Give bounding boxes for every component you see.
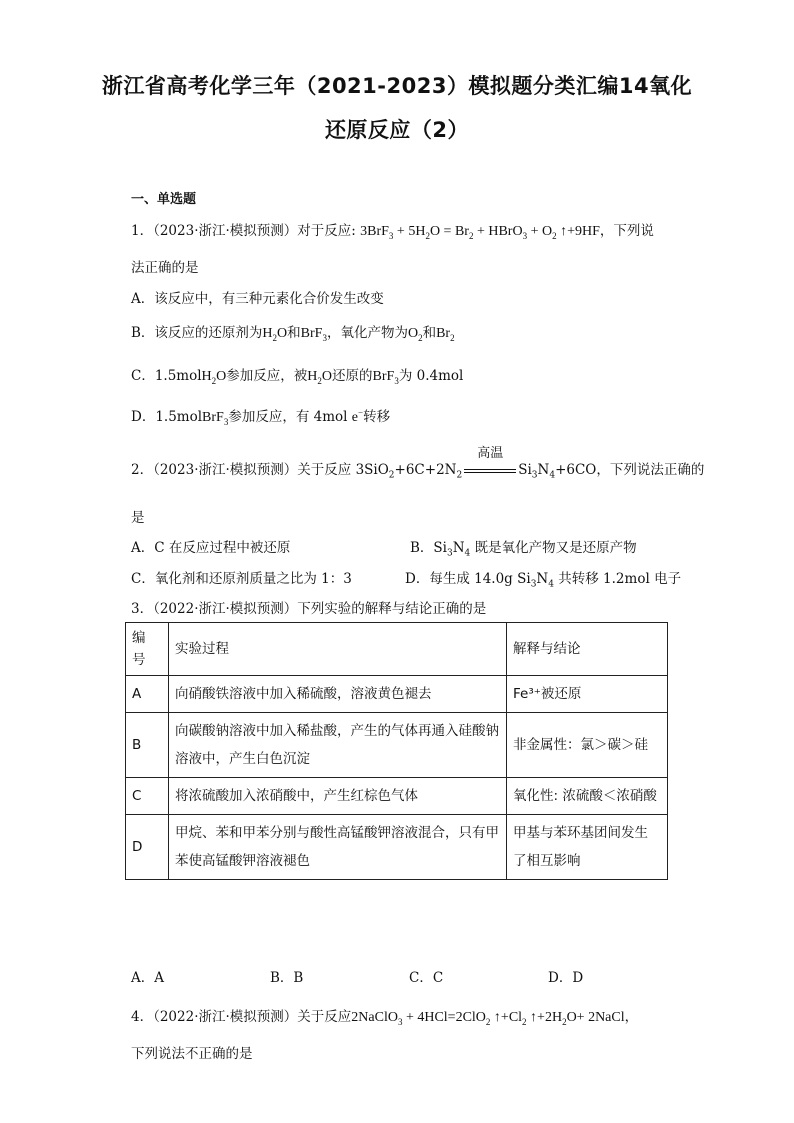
q2-option-b: B．$Si_3N_4$ 既是氧化产物又是还原产物 bbox=[410, 540, 637, 559]
q1-option-c bbox=[131, 364, 463, 385]
q3-answer-b: B．B bbox=[270, 970, 304, 986]
q1-b-formula: BrF$_3$ bbox=[300, 326, 327, 343]
q1-d-formula: BrF$_3$ bbox=[202, 410, 229, 427]
header-id-text: 编号 bbox=[132, 630, 146, 668]
q2-d-text: N bbox=[536, 571, 549, 587]
q1-b-text: ，氧化产物为 bbox=[326, 325, 408, 341]
q3-answer-c: C．C bbox=[409, 970, 444, 986]
q1-c-formula: BrF$_3$ bbox=[372, 369, 399, 386]
q4-stem-prefix: 4．（2022·浙江·模拟预测）关于反应 bbox=[131, 1009, 352, 1025]
doc-title-line1: 浙江省高考化学三年（2021-2023）模拟题分类汇编14氧化 bbox=[101, 74, 693, 98]
q1-b-formula: $Br_2$ bbox=[436, 326, 455, 343]
q1-stem-prefix: 1．（2023·浙江·模拟预测）对于反应: bbox=[131, 223, 356, 239]
q2-d-text: 共转移 1.2mol 电子 bbox=[558, 571, 682, 587]
section-heading: 一、单选题 bbox=[131, 192, 197, 207]
row-process: 甲烷、苯和甲苯分别与酸性高锰酸钾溶液混合，只有甲苯使高锰酸钾溶液褪色 bbox=[169, 815, 507, 880]
q2-stem-text: +6CO，下列说法正确的 bbox=[555, 462, 705, 478]
q1-d-text: 参加反应，有 4mol bbox=[228, 409, 348, 425]
q2-condition-text: 高温 bbox=[477, 446, 504, 461]
row-conclusion: Fe³⁺被还原 bbox=[507, 676, 668, 713]
q1-b-text: 和 bbox=[422, 325, 437, 341]
table-row bbox=[126, 713, 668, 778]
q2-option-c: C．氧化剂和还原剂质量之比为 1：3 bbox=[131, 571, 352, 587]
q1-option-d bbox=[131, 405, 390, 426]
q3-answer-d: D．D bbox=[548, 970, 584, 986]
q1-c-formula: $H_2O$ bbox=[201, 369, 227, 386]
row-process: 向碳酸钠溶液中加入稀盐酸，产生的气体再通入硅酸钠溶液中，产生白色沉淀 bbox=[169, 713, 507, 778]
q2-stem-text: Si bbox=[518, 462, 532, 478]
q3-stem: 3．（2022·浙江·模拟预测）下列实验的解释与结论正确的是 bbox=[131, 601, 487, 617]
q1-d-electron: e− bbox=[351, 407, 364, 425]
q1-option-a: A．该反应中，有三种元素化合价发生改变 bbox=[131, 291, 384, 307]
q2-stem-line2: 是 bbox=[131, 510, 145, 526]
table-header-row bbox=[126, 623, 668, 676]
q2-option-a: A．C 在反应过程中被还原 bbox=[131, 540, 291, 556]
doc-title-line2: 还原反应（2） bbox=[324, 118, 470, 142]
q1-stem-suffix: ，下列说 bbox=[599, 223, 654, 239]
row-conclusion: 氧化性: 浓硫酸＜浓硝酸 bbox=[507, 778, 668, 815]
header-id bbox=[126, 623, 169, 676]
q1-b-text: 和 bbox=[287, 325, 301, 341]
q3-answer-a: A．A bbox=[131, 970, 164, 986]
q1-equation: $3BrF_3 + 5H_2O = Br_2$ + HBrO$_3$ + $O_2$ ↑+9HF bbox=[360, 224, 600, 241]
q1-option-b bbox=[131, 321, 455, 342]
row-id: D bbox=[126, 815, 169, 880]
q2-stem-text: +6C+2N bbox=[394, 462, 457, 478]
q2-b-text: 既是氧化产物又是还原产物 bbox=[474, 540, 637, 556]
q1-stem bbox=[131, 219, 654, 240]
q4-stem-suffix: ， bbox=[624, 1009, 639, 1025]
header-conclusion: 解释与结论 bbox=[507, 623, 668, 676]
q1-c-text: 还原的 bbox=[332, 368, 373, 384]
q1-stem-line2: 法正确的是 bbox=[131, 260, 199, 276]
q2-option-d: D．每生成 14.0g $Si_3N_4$ 共转移 1.2mol 电子 bbox=[405, 571, 682, 590]
q2-d-text: D．每生成 14.0g Si bbox=[405, 571, 531, 587]
experiment-table bbox=[125, 622, 668, 880]
row-conclusion: 甲基与苯环基团间发生了相互影响 bbox=[507, 815, 668, 880]
row-process: 将浓硫酸加入浓硝酸中，产生红棕色气体 bbox=[169, 778, 507, 815]
row-id: C bbox=[126, 778, 169, 815]
header-process: 实验过程 bbox=[169, 623, 507, 676]
q1-c-formula: $H_2O$ bbox=[307, 369, 333, 386]
q4-equation: 2NaClO$_3$ + 4HCl=2ClO$_2$ $↑+Cl_2$ $↑+2H_2O+$ 2NaCl bbox=[351, 1010, 625, 1027]
q2-reaction-condition bbox=[462, 446, 518, 478]
q2-stem: 2．（2023·浙江·模拟预测）关于反应 $3SiO_2+6C+2N_2$ 高温 $Si_3N_4+6CO$，下列说法正确的 bbox=[131, 458, 704, 478]
q2-equals-bar bbox=[464, 469, 516, 473]
q1-c-text: 为 0.4mol bbox=[398, 368, 464, 384]
q1-c-text: C．1.5mol bbox=[131, 368, 202, 384]
q2-b-text: B．Si bbox=[410, 540, 447, 556]
q1-b-formula: $O_2$ bbox=[407, 326, 423, 343]
q1-c-text: 参加反应，被 bbox=[226, 368, 308, 384]
q2-stem-text: 2．（2023·浙江·模拟预测）关于反应 3SiO bbox=[131, 462, 389, 478]
row-id: B bbox=[126, 713, 169, 778]
row-process: 向硝酸铁溶液中加入稀硫酸，溶液黄色褪去 bbox=[169, 676, 507, 713]
q1-b-formula: $H_2O$ bbox=[262, 326, 288, 343]
row-conclusion: 非金属性：氯＞碳＞硅 bbox=[507, 713, 668, 778]
q1-d-text: 转移 bbox=[363, 409, 391, 425]
q1-d-text: D．1.5mol bbox=[131, 409, 203, 425]
row-id: A bbox=[126, 676, 169, 713]
table-row bbox=[126, 815, 668, 880]
q4-stem bbox=[131, 1005, 638, 1026]
q2-stem-text: N bbox=[537, 462, 550, 478]
table-row bbox=[126, 778, 668, 815]
q2-b-text: N bbox=[452, 540, 465, 556]
q1-b-text: B．该反应的还原剂为 bbox=[131, 325, 263, 341]
table-row bbox=[126, 676, 668, 713]
q4-stem-line2: 下列说法不正确的是 bbox=[131, 1046, 253, 1062]
